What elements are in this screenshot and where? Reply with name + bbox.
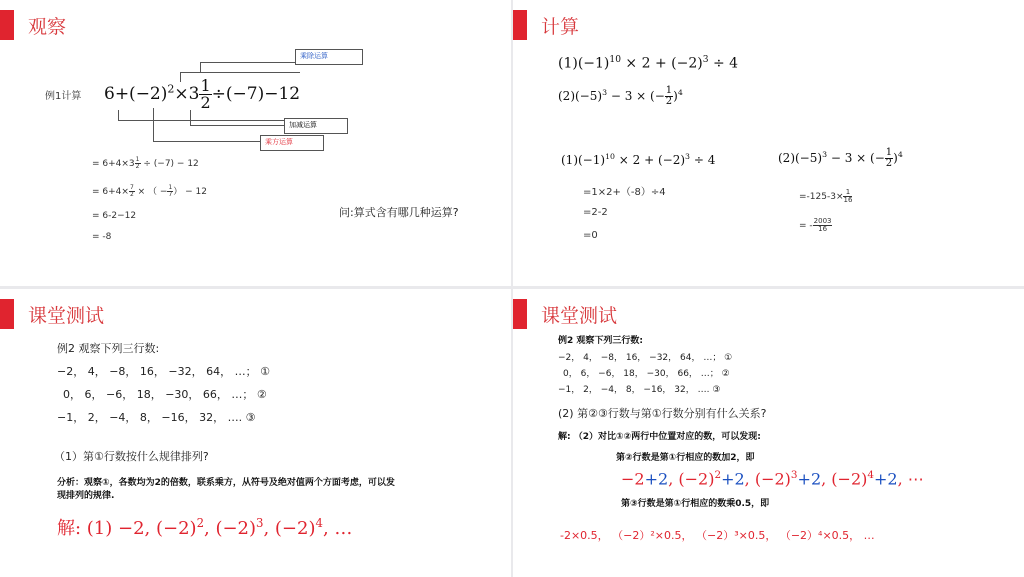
slide-title: 观察 [28, 16, 67, 38]
sequence-exponent: 4 [867, 469, 874, 481]
slide-title: 课堂测试 [28, 305, 105, 327]
example-intro: 例2 观察下列三行数: [558, 336, 643, 346]
addsub-label-box: 加减运算 [284, 118, 348, 134]
fraction-denominator: 2 [129, 191, 134, 198]
solution-exponent: 3 [256, 516, 264, 530]
step-text: = - [799, 221, 813, 231]
fraction-numerator: 1 [200, 76, 211, 95]
example-intro: 例2 观察下列三行数: [57, 342, 160, 355]
plus-two: +2 [797, 469, 822, 489]
expr-part: (2)(−5) [778, 151, 823, 165]
sequence-term: , ⋯ [897, 469, 924, 489]
fraction-numerator: 7 [129, 184, 134, 191]
expr-part: ÷ 4 [708, 55, 739, 72]
number-row-2: 0， 6， −6， 18， −30， 66， …； ② [563, 369, 730, 379]
plus-two: +2 [644, 469, 669, 489]
expr-part: − 3 × (− [607, 89, 665, 103]
bracket-line [200, 62, 201, 72]
relation-row-3: 第③行数是第①行相应的数乘0.5，即 [621, 499, 770, 509]
slide-title: 计算 [541, 16, 580, 38]
fraction-numerator: 1 [665, 85, 673, 96]
slide-title: 课堂测试 [541, 305, 618, 327]
solution-part: 解: (1) −2, (−2) [57, 518, 197, 539]
sequence-exponent: 3 [790, 469, 798, 481]
expr-fraction [665, 86, 673, 107]
sequence-term: , (−2) [821, 469, 868, 489]
multiply-half-line: -2×0.5， （−2）²×0.5， （−2）³×0.5， （−2）⁴×0.5， … [560, 529, 875, 542]
expr-part: × 2 + (−2) [620, 55, 703, 72]
expr-part: ÷ 4 [690, 153, 716, 167]
expr-part: (1)(−1) [558, 55, 610, 72]
fraction-numerator: 1 [843, 189, 852, 197]
muldiv-label-box: 乘除运算 [295, 49, 363, 65]
solution-2-header [778, 148, 903, 169]
step-text: ） − 12 [173, 187, 207, 197]
solution-part: , … [322, 518, 353, 539]
solution-part: , (−2) [263, 518, 316, 539]
question-2: (2) 第②③行数与第①行数分别有什么关系? [558, 407, 767, 420]
expr-exponent: 4 [677, 88, 683, 97]
slide-calculate [513, 0, 1024, 286]
expr-exponent: 4 [897, 150, 903, 159]
solution-1-line-1: =1×2+（-8）÷4 [583, 187, 666, 198]
solution-2-line-1 [799, 189, 852, 204]
problem-1 [558, 55, 738, 72]
step-fraction [813, 218, 833, 233]
analysis-line-1: 分析：观察①，各数均为2的倍数，联系乘方，从符号及绝对值两个方面考虑，可以发 [57, 478, 395, 488]
fraction-denominator: 2 [200, 93, 211, 112]
expr-part: (2)(−5) [558, 89, 603, 103]
fraction-denominator: 16 [818, 225, 828, 233]
step-fraction [135, 157, 141, 170]
expr-part: ÷(−7)−12 [211, 84, 301, 104]
expr-part: ) [673, 89, 678, 103]
question-1: （1）第①行数按什么规律排列? [54, 450, 209, 463]
power-label-box: 乘方运算 [260, 135, 324, 151]
expr-part: ) [893, 151, 898, 165]
step-1 [92, 157, 199, 170]
expr-exponent: 2 [167, 82, 175, 96]
step-text: × （ − [137, 187, 168, 197]
step-2 [92, 184, 207, 198]
number-row-2: 0， 6， −6， 18， −30， 66， …； ② [63, 388, 267, 401]
step-text: ÷ (−7) − 12 [143, 159, 199, 169]
solution-1-line-2: =2-2 [583, 207, 608, 218]
fraction-numerator: 1 [168, 184, 173, 191]
expr-exponent: 10 [605, 152, 615, 161]
step-4: = -8 [92, 232, 112, 242]
solution-2-line-2 [799, 218, 832, 233]
sequence-term: −2 [621, 469, 645, 489]
step-3: = 6-2−12 [92, 211, 137, 221]
expr-fraction [885, 148, 893, 169]
expr-part: − 3 × (− [827, 151, 885, 165]
problem-2 [558, 86, 683, 107]
bracket-line [200, 62, 295, 63]
slide-class-test-2 [513, 289, 1024, 577]
expr-part: ×3 [174, 84, 200, 104]
solution-exponent: 2 [196, 516, 204, 530]
fraction-numerator: 2003 [813, 217, 832, 225]
fraction-denominator: 2 [885, 158, 893, 169]
fraction-denominator: 2 [135, 163, 140, 170]
question-text: 问:算式含有哪几种运算? [339, 206, 459, 219]
expr-exponent: 10 [609, 55, 621, 65]
analysis-line-2: 现排列的规律. [57, 491, 115, 501]
number-row-1: −2， 4， −8， 16， −32， 64， …； ① [558, 353, 733, 363]
expr-exponent: 3 [702, 55, 709, 65]
number-row-3: −1， 2， −4， 8， −16， 32， …. ③ [558, 385, 721, 395]
title-accent-bar [0, 10, 14, 40]
sequence-term: , (−2) [668, 469, 715, 489]
step-text: =-125-3× [799, 192, 844, 202]
title-accent-bar [513, 10, 527, 40]
slide-observe [0, 0, 511, 286]
relation-row-2: 第②行数是第①行相应的数加2，即 [616, 453, 755, 463]
fraction-denominator: 16 [843, 196, 853, 204]
bracket-line [190, 110, 191, 125]
fraction-numerator: 1 [135, 156, 140, 163]
fraction-numerator: 1 [885, 147, 893, 158]
title-accent-bar [0, 299, 14, 329]
expr-exponent: 3 [822, 150, 828, 159]
expr-part: × 2 + (−2) [614, 153, 686, 167]
solution-intro: 解: （2）对比①②两行中位置对应的数，可以发现: [558, 432, 761, 442]
solution-line [57, 514, 352, 540]
bracket-line [118, 110, 119, 120]
expr-exponent: 3 [685, 152, 691, 161]
expr-exponent: 3 [602, 88, 608, 97]
title-accent-bar [513, 299, 527, 329]
plus-two: +2 [874, 469, 898, 489]
bracket-line [118, 120, 308, 121]
solution-1-line-3: =0 [583, 230, 598, 241]
bracket-line [153, 108, 154, 141]
slide-class-test-1 [0, 289, 511, 577]
step-text: = 6+4× [92, 187, 129, 197]
step-text: = 6+4×3 [92, 159, 135, 169]
number-row-1: −2， 4， −8， 16， −32， 64， …； ① [57, 365, 270, 378]
fraction-denominator: 7 [168, 191, 173, 198]
fraction-denominator: 2 [665, 96, 673, 107]
expr-part: 6+(−2) [104, 84, 168, 104]
bracket-line [180, 72, 300, 73]
sequence-exponent: 2 [714, 469, 722, 481]
number-row-3: −1， 2， −4， 8， −16， 32， …. ③ [57, 411, 256, 424]
sequence-term: , (−2) [744, 469, 791, 489]
expr-fraction [199, 78, 211, 111]
step-fraction [843, 189, 852, 204]
solution-exponent: 4 [315, 516, 323, 530]
expr-part: (1)(−1) [561, 153, 606, 167]
solution-1-header [561, 152, 715, 167]
solution-part: , (−2) [204, 518, 257, 539]
bracket-line [153, 141, 261, 142]
example-label: 例1计算 [45, 91, 82, 102]
plus-two: +2 [721, 469, 745, 489]
sequence-plus-two [621, 469, 924, 488]
step-fraction [129, 185, 135, 198]
bracket-line [190, 125, 285, 126]
main-expression [104, 78, 300, 111]
